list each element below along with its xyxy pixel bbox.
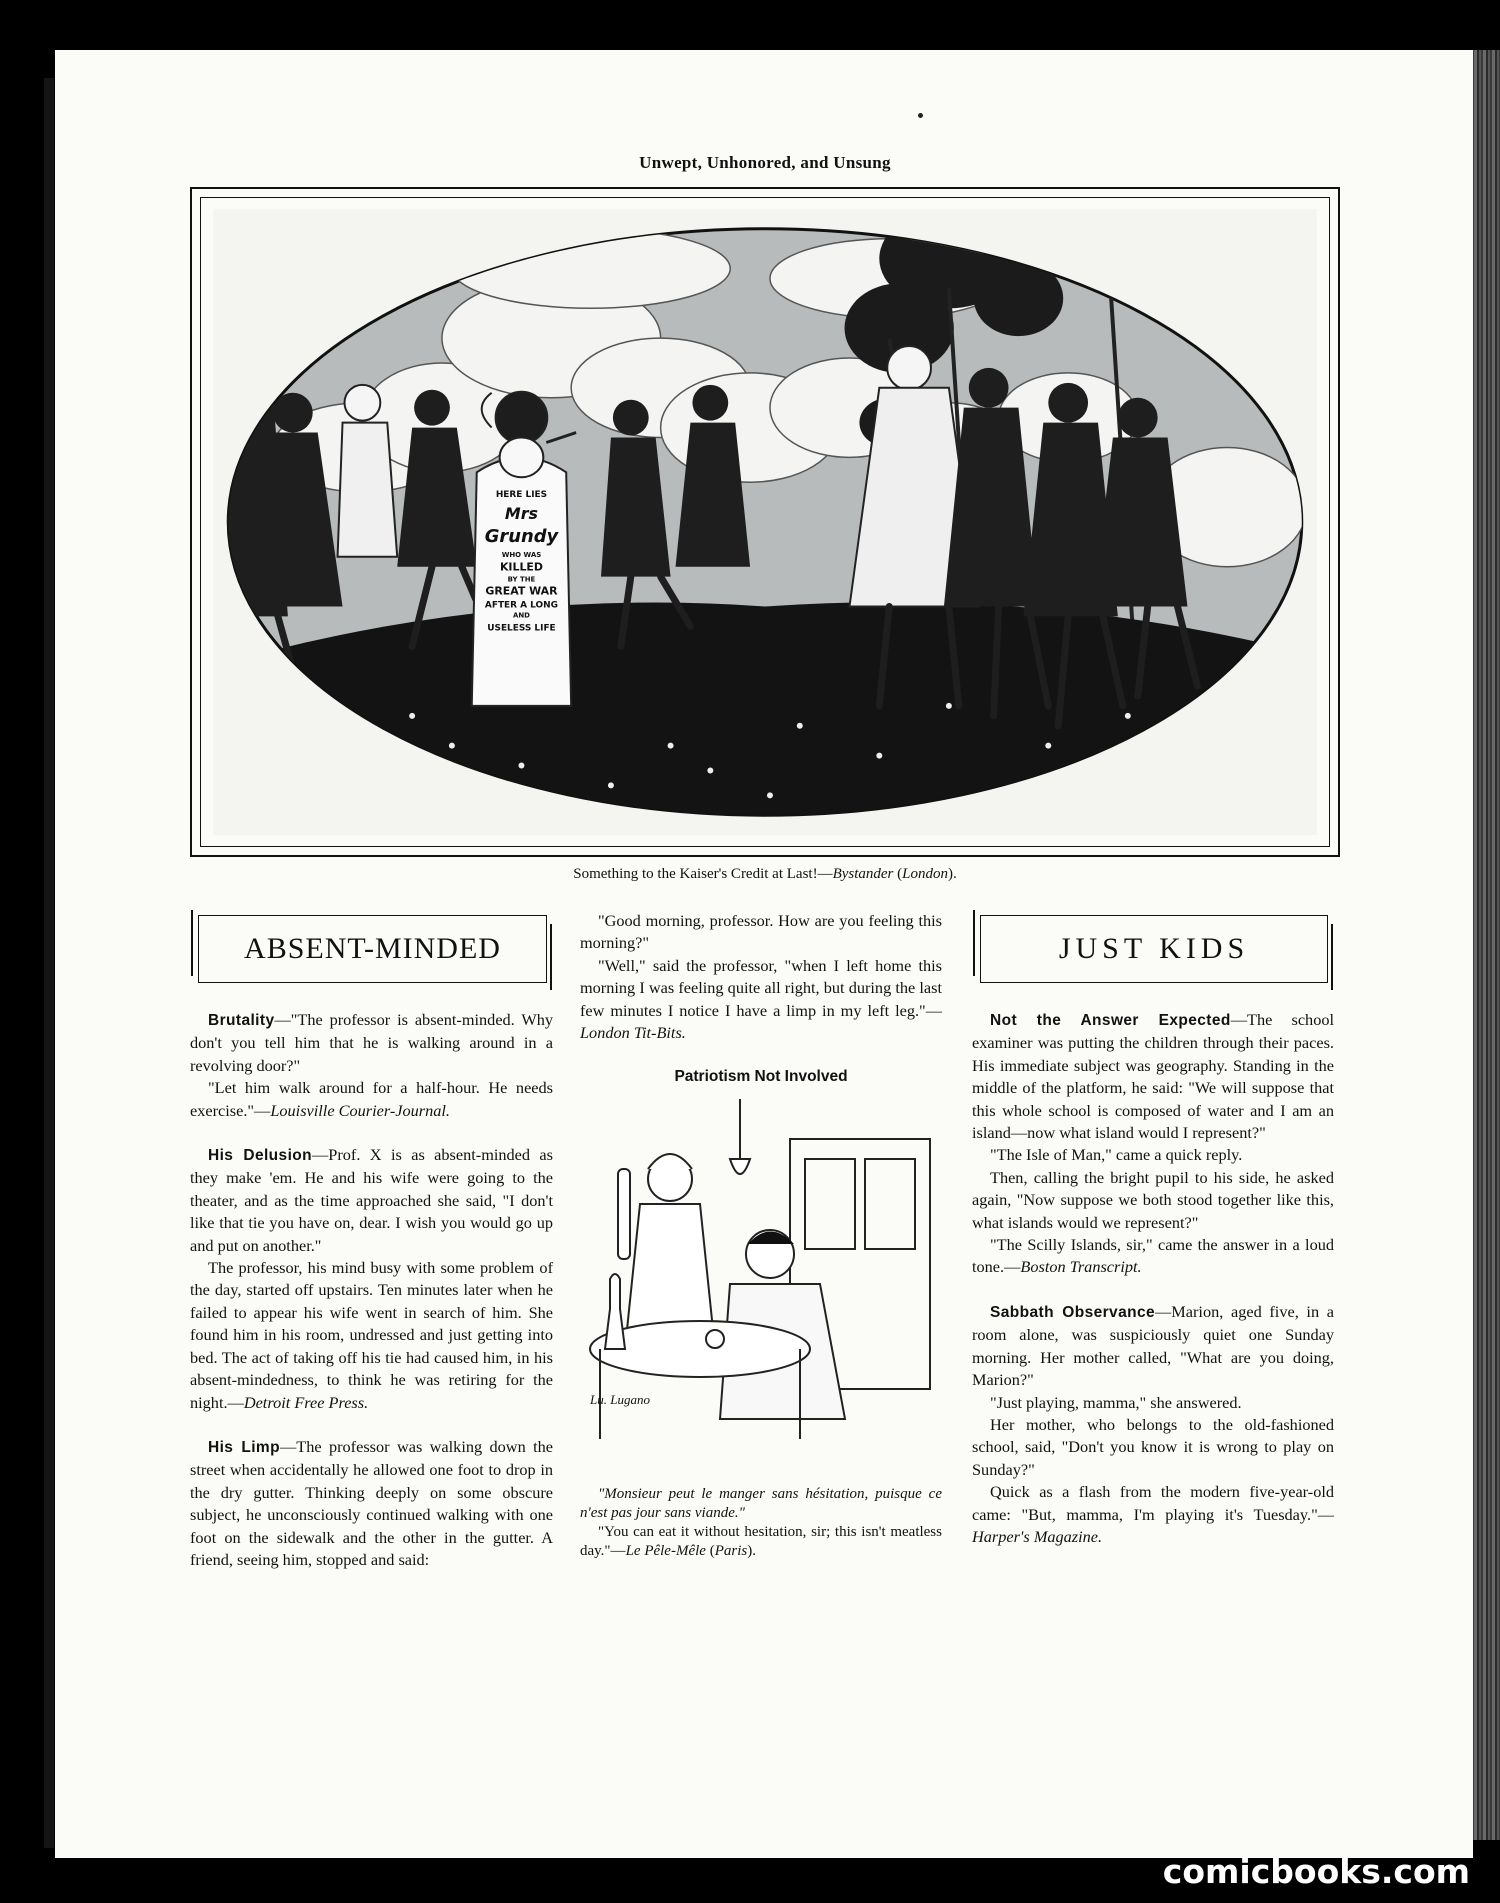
delusion-paragraph: His Delusion—Prof. X is as absent-minded as they make 'em. He and his wife were going to the theater, and as the time approached she said, "I don't like that tie you have on, dear. I wish you would go up and put on another." <box>190 1145 553 1255</box>
artist-signature: Lu. Lugano <box>590 1391 650 1407</box>
book-spine-left <box>44 78 54 1848</box>
answer-paragraph-2: "The Isle of Man," came a quick reply. <box>990 1145 1243 1165</box>
dancing-figures-drawing <box>192 189 1338 855</box>
svg-text:Mrs: Mrs <box>504 504 539 524</box>
site-watermark: comicbooks.com <box>1162 1852 1470 1891</box>
column-center <box>580 910 942 1561</box>
sabbath-paragraph-2: "Just playing, mamma," she answered. <box>990 1392 1242 1412</box>
absent-minded-heading: ABSENT-MINDED <box>244 932 501 965</box>
cartoon-headline: Unwept, Unhonored, and Unsung <box>639 153 891 172</box>
cartoon-illustration <box>190 187 1340 857</box>
svg-text:AFTER A LONG: AFTER A LONG <box>484 600 558 611</box>
limp-greeting: "Good morning, professor. How are you feeling this morning?" <box>580 911 942 953</box>
english-caption: "You can eat it without hesitation, sir; this isn't meatless day."—Le Pêle-Mêle (Paris). <box>580 1523 942 1559</box>
brutality-reply: "Let him walk around for a half-hour. He needs exercise."—Louisville Courier-Journal. <box>190 1078 553 1120</box>
svg-text:KILLED: KILLED <box>499 560 543 574</box>
brutality-paragraph: Brutality—"The professor is absent-minded. Why don't you tell him that he is walking around in a revolving door?" <box>190 1010 553 1075</box>
svg-text:AND: AND <box>512 611 530 620</box>
svg-text:Grundy: Grundy <box>484 525 559 547</box>
svg-text:BY THE: BY THE <box>507 575 536 584</box>
just-kids-heading: JUST KIDS <box>1058 932 1250 965</box>
svg-text:GREAT WAR: GREAT WAR <box>485 584 558 598</box>
answer-paragraph-4: "The Scilly Islands, sir," came the answer in a loud tone.—Boston Transcript. <box>972 1235 1334 1277</box>
french-caption: "Monsieur peut le manger sans hésitation, puisque ce n'est pas jour sans viande." <box>580 1485 942 1521</box>
cartoon-caption: Something to the Kaiser's Credit at Last!—Bystander (London). <box>573 866 957 882</box>
sabbath-paragraph: Sabbath Observance—Marion, aged five, in a room alone, was suspiciously quiet one Sunday morning. Her mother called, "What are you doing, Marion?" <box>972 1301 1334 1390</box>
delusion-paragraph-2: The professor, his mind busy with some problem of the day, started off upstairs. Ten minutes later when he failed to appear his wife went in search of him. She found him in his room, undressed and just getting into bed. The act of taking off his tie had caused him, in his absent-mindedness, to think he was retiring for the night.—Detroit Free Press. <box>190 1258 553 1412</box>
sabbath-paragraph-3: Her mother, who belongs to the old-fashioned school, said, "Don't you know it is wrong to play on Sunday?" <box>972 1414 1334 1479</box>
sabbath-paragraph-4: Quick as a flash from the modern five-year-old came: "But, mamma, I'm playing it's Tuesday."—Harper's Magazine. <box>972 1482 1334 1546</box>
answer-paragraph-3: Then, calling the bright pupil to his side, he asked again, "Now suppose we both stood together like this, what islands would we represent?" <box>972 1167 1334 1232</box>
limp-reply: "Well," said the professor, "when I left home this morning I was feeling quite all right, but during the last few minutes I notice I have a limp in my left leg."—London Tit-Bits. <box>580 955 942 1043</box>
svg-text:HERE LIES: HERE LIES <box>495 490 548 501</box>
waitress-diner-drawing <box>580 1099 942 1479</box>
patriotism-heading: Patriotism Not Involved <box>674 1068 848 1086</box>
svg-text:USELESS LIFE: USELESS LIFE <box>487 623 556 634</box>
limp-paragraph: His Limp—The professor was walking down the street when accidentally he allowed one foot to drop in the dry gutter. Thinking deeply on some obscure subject, he unconsciously continued walking with one foot on the sidewalk and the other in the gutter. A friend, seeing him, stopped and said: <box>190 1436 553 1569</box>
svg-text:WHO WAS: WHO WAS <box>501 550 542 559</box>
absent-minded-heading-box <box>198 915 547 983</box>
column-absent-minded-left <box>190 910 553 1571</box>
print-speck <box>918 113 923 118</box>
column-just-kids <box>972 910 1334 1548</box>
book-binding-right <box>1472 50 1500 1840</box>
just-kids-heading-box <box>980 915 1328 983</box>
answer-paragraph: Not the Answer Expected—The school examiner was putting the children through their paces. His immediate subject was geography. Standing in the middle of the platform, he said: "We will suppose that this whole school is composed of water and I am an island—now what island would I represent?" <box>972 1010 1334 1143</box>
